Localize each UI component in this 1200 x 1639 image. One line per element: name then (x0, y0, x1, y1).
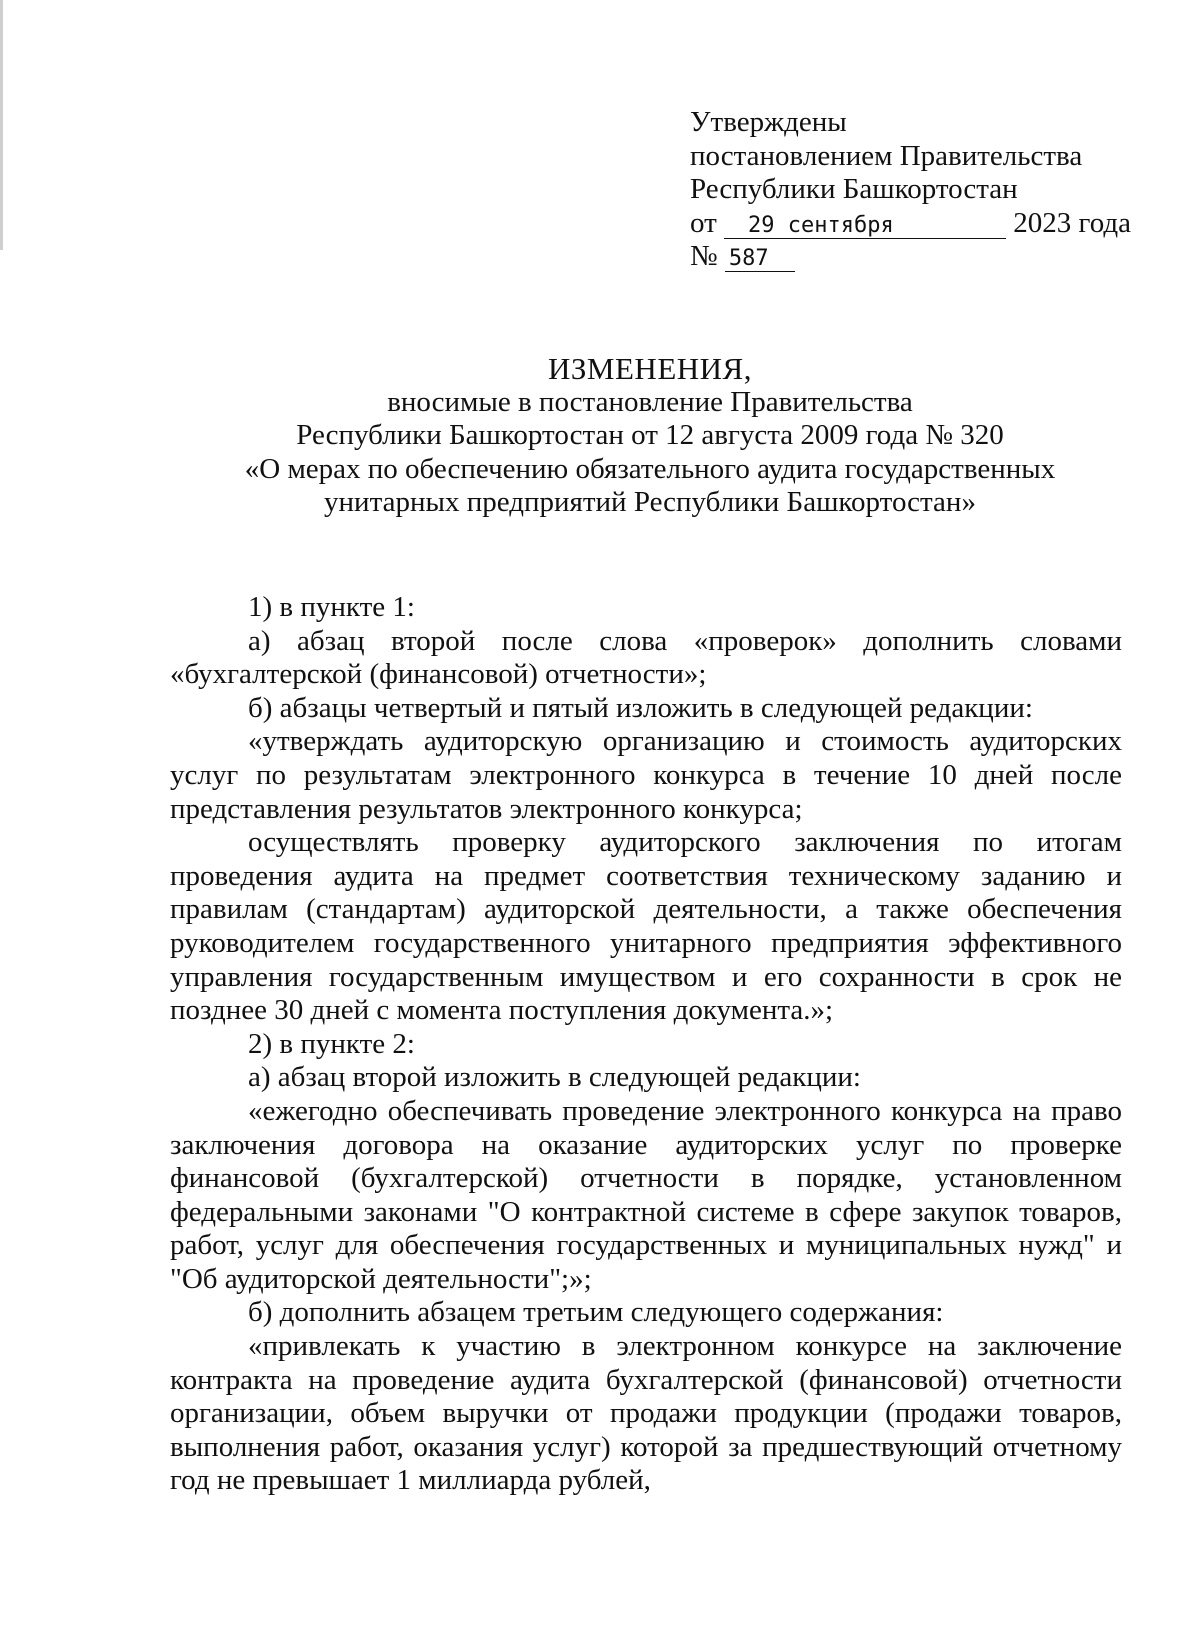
approval-line-republic: Республики Башкортостан (690, 173, 1018, 205)
title-line-1: вносимые в постановление Правительства (387, 385, 913, 418)
paragraph: «утверждать аудиторскую организацию и стоимость аудиторских услуг по результатам электронного конкурса в течение 10 дней после представления результатов электронного конкурса; (170, 725, 1122, 825)
title-line-2: Республики Башкортостан от 12 августа 2009 года № 320 (296, 419, 1004, 451)
handwritten-number: 587 (725, 247, 795, 272)
paragraph: а) абзац второй после слова «проверок» дополнить словами «бухгалтерской (финансовой) отчетности»; (170, 624, 1122, 691)
document-title-block (180, 352, 1120, 520)
approval-line-resolution: постановлением Правительства (690, 139, 1083, 172)
title-line-3: «О мерах по обеспечению обязательного аудита государственных (244, 452, 1056, 485)
title-line-4: унитарных предприятий Республики Башкортостан» (324, 486, 976, 518)
paragraph: «ежегодно обеспечивать проведение электронного конкурса на право заключения договора на оказание аудиторских услуг по проверке финансовой (бухгалтерской) отчетности в порядке, установленном федеральными законами "О контрактной системе в сфере закупок товаров, работ, услуг для обеспечения государственных и муниципальных нужд" и "Об аудиторской деятельности";»; (170, 1094, 1122, 1295)
approval-number-line (690, 240, 1160, 274)
paragraph: осуществлять проверку аудиторского заключения по итогам проведения аудита на предмет соответствия техническому заданию и правилам (стандартам) аудиторской деятельности, а также обеспечения руководителем государственного унитарного предприятия эффективного управления государственным имуществом и его сохранности в срок не позднее 30 дней с момента поступления документа.»; (170, 826, 1122, 1027)
approval-stamp-block (690, 106, 1160, 274)
scan-edge (0, 0, 3, 250)
date-year: 2023 года (1013, 206, 1132, 239)
paragraph: 1) в пункте 1: (248, 591, 415, 623)
date-prefix: от (690, 206, 717, 239)
paragraph: б) абзацы четвертый и пятый изложить в следующей редакции: (248, 691, 1033, 724)
handwritten-date: 29 сентября (724, 214, 1006, 239)
approval-line-approved: Утверждены (690, 106, 847, 138)
paragraph: б) дополнить абзацем третьим следующего содержания: (248, 1296, 944, 1329)
document-heading: ИЗМЕНЕНИЯ, (548, 351, 752, 386)
document-body (170, 591, 1122, 1498)
paragraph: а) абзац второй изложить в следующей редакции: (248, 1061, 861, 1094)
approval-date-line (690, 207, 1160, 241)
number-prefix: № (690, 240, 718, 272)
paragraph: 2) в пункте 2: (248, 1027, 415, 1060)
paragraph: «привлекать к участию в электронном конкурсе на заключение контракта на проведение аудита бухгалтерской (финансовой) отчетности организации, объем выручки от продажи продукции (продажи товаров, выполнения работ, оказания услуг) которой за предшествующий отчетному год не превышает 1 миллиарда рублей, (170, 1330, 1122, 1497)
